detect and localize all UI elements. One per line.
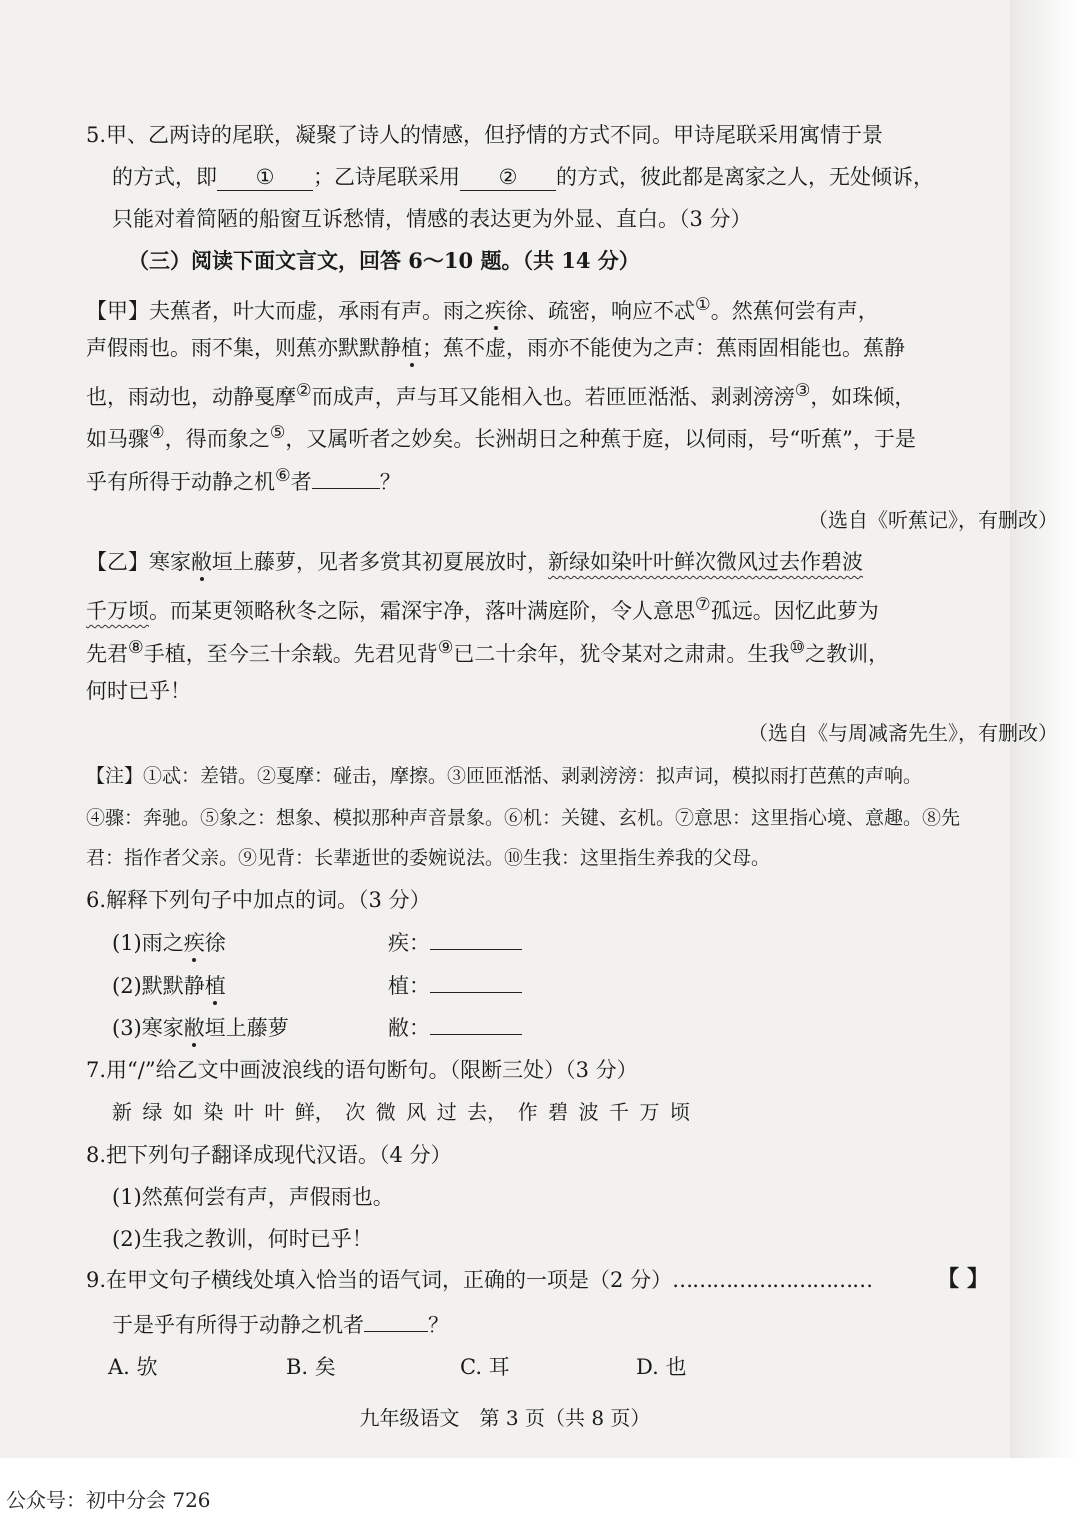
wavy-underlined-sentence-end: 千万顷 xyxy=(86,599,149,623)
q7-stem: 7.用“/”给乙文中画波浪线的语句断句。（限断三处）（3 分） xyxy=(86,1058,638,1082)
q8-sentence-2: (2)生我之教训，何时已乎！ xyxy=(112,1227,373,1251)
notes-line-2: ④骤：奔驰。⑤象之：想象、模拟那种声音景象。⑥机：关键、玄机。⑦意思：这里指心境、意趣。⑧先 xyxy=(86,807,961,829)
passage-jia-line-2: 声假雨也。雨不集，则蕉亦默默静植；蕉不虚，雨亦不能使为之声：蕉雨固相能也。蕉静 xyxy=(86,336,905,360)
source-credit: 公众号：初中分会 726 xyxy=(6,1488,211,1512)
q5-blank-1[interactable]: ① xyxy=(217,164,313,191)
q5-line-1: 5.甲、乙两诗的尾联，凝聚了诗人的情感，但抒情的方式不同。甲诗尾联采用寓情于景 xyxy=(86,123,884,147)
section-3-heading: （三）阅读下面文言文，回答 6～10 题。（共 14 分） xyxy=(128,248,640,273)
q8-stem: 8.把下列句子翻译成现代汉语。（4 分） xyxy=(86,1143,452,1167)
q9-option-a[interactable]: A. 欤 xyxy=(108,1355,158,1379)
notes-line-1: 【注】①忒：差错。②戛摩：碰击，摩擦。③匝匝湉湉、剥剥滂滂：拟声词，模拟雨打芭蕉的声响。 xyxy=(86,765,923,787)
passage-yi-line-3: 先君⑧手植，至今三十余载。先君见背⑨已二十余年，犹令某对之肃肃。生我⑩之教训， xyxy=(86,638,890,666)
notes-line-3: 君：指作者父亲。⑨见背：长辈逝世的委婉说法。⑩生我：这里指生养我的父母。 xyxy=(86,847,771,869)
passage-yi-line-1: 【乙】寒家敝垣上藤萝，见者多赏其初夏展放时，新绿如染叶叶鲜次微风过去作碧波 xyxy=(86,550,863,574)
passage-yi-line-4: 何时已乎！ xyxy=(86,679,191,703)
q5-line-3: 只能对着简陋的船窗互诉愁情，情感的表达更为外显、直白。（3 分） xyxy=(112,207,752,231)
q9-option-c[interactable]: C. 耳 xyxy=(460,1355,510,1379)
q6-item-2: (2)默默静植 xyxy=(112,974,226,998)
passage-jia-line-5: 乎有所得于动静之机⑥者 ？ xyxy=(86,466,401,494)
passage-yi-line-2: 千万顷。而某更领略秋冬之际，霜深宇净，落叶满庭阶，令人意思⑦孤远。因忆此萝为 xyxy=(86,595,879,623)
q9-sentence: 于是乎有所得于动静之机者 ？ xyxy=(112,1313,449,1337)
dotted-char-zhi: 植 xyxy=(401,336,422,360)
q6-answer-2: 植： xyxy=(388,971,1080,1001)
q6-item-1: (1)雨之疾徐 xyxy=(112,931,226,955)
passage-yi-source: （选自《与周减斋先生》，有删改） xyxy=(748,721,1058,745)
q9-option-b[interactable]: B. 矣 xyxy=(286,1355,336,1379)
q9-option-d[interactable]: D. 也 xyxy=(636,1355,687,1379)
passage-jia-line-4: 如马骤④，得而象之⑤，又属听者之妙矣。长洲胡日之种蕉于庭，以伺雨，号“听蕉”，于是 xyxy=(86,423,916,451)
passage-jia-source: （选自《听蕉记》，有删改） xyxy=(808,508,1058,532)
q5-blank-2[interactable]: ② xyxy=(460,164,556,191)
q9-fill-blank xyxy=(364,1331,428,1332)
q6-answer-blank-3[interactable] xyxy=(430,1034,522,1035)
wavy-underlined-sentence: 新绿如染叶叶鲜次微风过去作碧波 xyxy=(548,550,863,574)
q7-sentence[interactable]: 新 绿 如 染 叶 叶 鲜， 次 微 风 过 去， 作 碧 波 千 万 顷 xyxy=(112,1100,690,1124)
q6-answer-3: 敝： xyxy=(388,1013,1080,1043)
dotted-char-bi: 敝 xyxy=(191,550,212,574)
q6-answer-blank-2[interactable] xyxy=(430,992,522,993)
dotted-char-ji: 疾 xyxy=(485,299,506,323)
q6-item-3: (3)寒家敝垣上藤萝 xyxy=(112,1016,289,1040)
q6-answer-1: 疾： xyxy=(388,928,1080,958)
q8-sentence-1: (1)然蕉何尝有声，声假雨也。 xyxy=(112,1185,394,1209)
q6-stem: 6.解释下列句子中加点的词。（3 分） xyxy=(86,888,431,912)
passage-jia-line-3: 也，雨动也，动静戛摩②而成声，声与耳又能相入也。若匝匝湉湉、剥剥滂滂③，如珠倾， xyxy=(86,381,916,409)
q6-answer-blank-1[interactable] xyxy=(430,949,522,950)
jia-fill-blank xyxy=(312,488,380,489)
q9-stem: 9.在甲文句子横线处填入恰当的语气词，正确的一项是（2 分）………………………… xyxy=(86,1268,873,1292)
page-footer: 九年级语文 第 3 页（共 8 页） xyxy=(359,1406,651,1430)
passage-jia-line-1: 【甲】夫蕉者，叶大而虚，承雨有声。雨之疾徐、疏密，响应不忒①。然蕉何尝有声， xyxy=(86,295,879,323)
q5-line-2: 的方式，即 ① ；乙诗尾联采用 ② 的方式，彼此都是离家之人，无处倾诉， xyxy=(112,165,934,189)
q9-answer-bracket[interactable]: 【 】 xyxy=(937,1266,989,1292)
